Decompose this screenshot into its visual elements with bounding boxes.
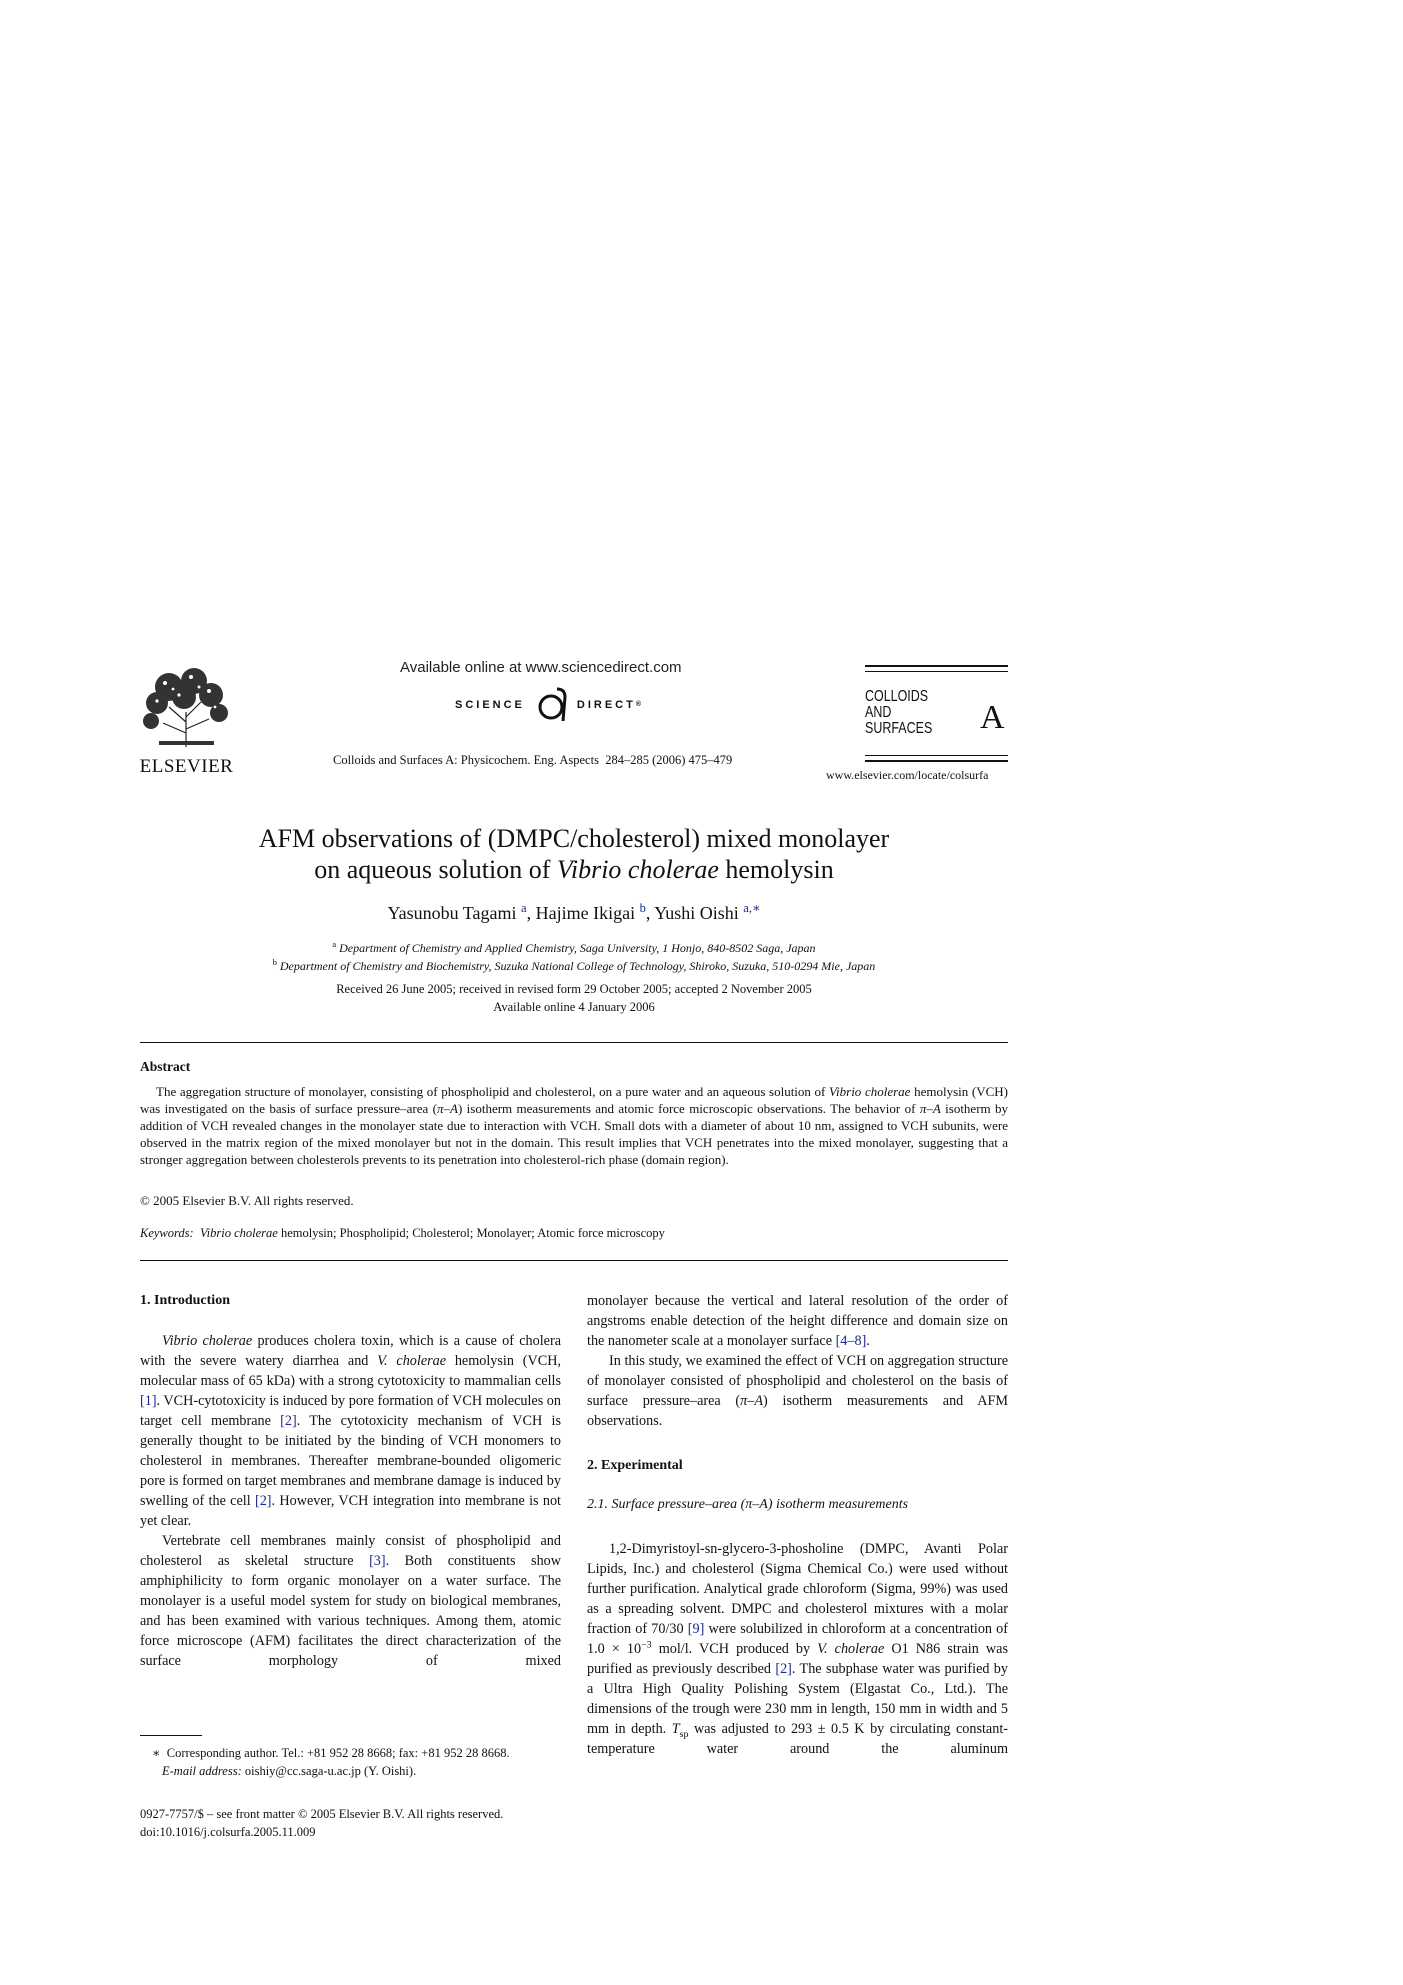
sciencedirect-logo: SCIENCE DIRECT ® [455,687,641,723]
intro-body [140,1331,561,1671]
title-line-1: AFM observations of (DMPC/cholesterol) mixed monolayer [258,824,890,853]
journal-url[interactable] [826,768,989,783]
footnote-rule [140,1735,202,1736]
ref-4-8[interactable]: [4–8] [835,1333,867,1349]
journal-logo-letter: A [980,699,1005,736]
online-date: Available online 4 January 2006 [493,1000,655,1014]
author-tagami: Yasunobu Tagami [387,903,517,923]
footnote-corresponding: ∗ Corresponding author. Tel.: +81 952 28 8668; fax: +81 952 28 8668. [152,1746,510,1760]
experimental-heading: 2. Experimental [587,1458,683,1473]
article-title [140,823,1008,885]
author-tagami-aff[interactable]: a [521,901,527,915]
journal-logo-line-1: COLLOIDS [865,688,929,705]
right-column-top [587,1291,1008,1431]
rule-top [140,1042,1008,1043]
abstract-body: The aggregation structure of monolayer, consisting of phospholipid and cholesterol, on a pure water and an aqueous solution of Vibrio cholerae hemolysin (VCH) was investigated on the basis of surface pressure–area (π–A) isotherm measurements and atomic force microscopic observations. The behavior of π–A isotherm by addition of VCH revealed changes in the monolayer state due to interaction with VCH. Small dots with a diameter of about 10 nm, assigned to VCH subunits, were observed in the matrix region of the mixed monolayer but not in the domain. This result implies that VCH penetrates into the mixed monolayer, suggesting that a stronger aggregation between cholesterols prevents to its penetration into cholesterol-rich phase (domain region). [140,1084,1009,1167]
intro-heading: 1. Introduction [140,1293,230,1308]
doi-line: doi:10.1016/j.colsurfa.2005.11.009 [140,1825,316,1839]
front-matter [140,1805,503,1841]
footnote-email: E-mail address: oishiy@cc.saga-u.ac.jp (Y. Oishi). [162,1764,417,1778]
journal-logo-line-2: AND [865,704,892,721]
keywords-label: Keywords: [140,1226,194,1240]
journal-url-text: www.elsevier.com/locate/colsurfa [826,768,989,782]
author-ikigai: Hajime Ikigai [535,903,636,923]
experimental-body [587,1539,1008,1759]
author-ikigai-aff[interactable]: b [639,901,646,915]
author-oishi: Yushi Oishi [654,903,739,923]
ref-1[interactable]: [1] [140,1393,157,1409]
ref-2b[interactable]: [2] [254,1493,272,1509]
ref-3[interactable]: [3] [369,1553,386,1569]
sciencedirect-d-icon [529,687,573,723]
subsection-heading: 2.1. Surface pressure–area (π–A) isotherm measurements [587,1497,909,1512]
affiliations [140,939,1008,975]
experimental-paragraph-1: 1,2-Dimyristoyl-sn-glycero-3-phosholine (DMPC, Avanti Polar Lipids, Inc.) and cholesterol (Sigma Chemical Co.) were used without further purification. Analytical grade chloroform (Sigma, 99%) was used as a spreading solvent. DMPC and cholesterol mixtures with a molar fraction of 70/30 [9] were solubilized in chloroform at a concentration of $1.0 \times 10^{-3}$ mol/l. VCH produced by V. cholerae O1 N86 strain was purified as previously described [2]. The subphase water was purified by a Ultra High Quality Polishing System (Elgastat Co., Ltd.). The dimensions of the trough were 230 mm in length, 150 mm in width and 5 mm in depth. $T_{sp}$ was adjusted to 293 ± 0.5 K by circulating constant-temperature water around the aluminum [587,1541,1009,1757]
journal-logo-line-3: SURFACES [865,720,933,737]
elsevier-tree-icon [139,667,234,749]
affiliation-b: $^b$ Department of Chemistry and Biochemistry, Suzuka National College of Technology, Shiroko, Suzuka, 510-0294 Mie, Japan [272,958,876,973]
intro-paragraph-3: monolayer because the vertical and lateral resolution of the order of angstroms enable detection of the height difference and domain size on the nanometer scale at a monolayer surface [4–8]. [587,1293,1008,1349]
ref-9[interactable]: [9] [687,1621,705,1637]
sciencedirect-left: SCIENCE [455,699,525,711]
ref-2[interactable]: [2] [280,1413,297,1429]
available-online: Available online at www.sciencedirect.com [400,659,682,676]
sciencedirect-right: DIRECT [576,699,636,711]
keywords: Keywords: Vibrio cholerae hemolysin; Phospholipid; Cholesterol; Monolayer; Atomic force microscopy [140,1226,665,1240]
elsevier-logo [139,667,234,777]
rule-bottom [140,1260,1008,1261]
journal-reference: Colloids and Surfaces A: Physicochem. Eng. Aspects 284–285 (2006) 475–479 [333,753,733,767]
title-line-2: on aqueous solution of Vibrio cholerae hemolysin [314,855,834,884]
elsevier-logo-text: ELSEVIER [139,756,234,777]
article-dates [140,980,1008,1016]
journal-logo [865,665,1008,763]
ref-2c[interactable]: [2] [775,1661,792,1677]
intro-paragraph-1: Vibrio cholerae produces cholera toxin, which is a cause of cholera with the severe watery diarrhea and V. cholerae hemolysin (VCH, molecular mass of 65 kDa) with a strong cytotoxicity to mammalian cells [1]. VCH-cytotoxicity is induced by pore formation of VCH molecules on target cell membrane [2]. The cytotoxicity mechanism of VCH is generally thought to be initiated by the binding of VCH monomers to cholesterol in membranes. Thereafter membrane-bounded oligomeric pore is formed on target membranes and membrane damage is induced by swelling of the cell [2]. However, VCH integration into membrane is not yet clear. [140,1333,561,1529]
received-dates: Received 26 June 2005; received in revised form 29 October 2005; accepted 2 November 2005 [336,982,812,996]
issn-line: 0927-7757/$ – see front matter © 2005 Elsevier B.V. All rights reserved. [140,1807,504,1821]
abstract-copyright: © 2005 Elsevier B.V. All rights reserved. [140,1193,354,1208]
author-list: Yasunobu Tagami $^a$, Hajime Ikigai $^b$, Yushi Oishi $^{a,∗}$ [387,901,761,923]
author-oishi-aff[interactable]: a,∗ [743,901,761,915]
intro-paragraph-4: In this study, we examined the effect of VCH on aggregation structure of monolayer consisted of phospholipid and cholesterol on the basis of surface pressure–area (π–A) isotherm measurements and AFM observations. [587,1353,1008,1429]
abstract-heading: Abstract [140,1059,191,1074]
intro-paragraph-2: Vertebrate cell membranes mainly consist of phospholipid and cholesterol as skeletal structure [3]. Both constituents show amphiphilicity to form organic monolayer on a water surface. The monolayer is a useful model system for study on biological membranes, and has been examined with various techniques. Among them, atomic force microscope (AFM) facilitates the direct characterization of the surface morphology of mixed [140,1533,562,1669]
affiliation-a: $^a$ Department of Chemistry and Applied Chemistry, Saga University, 1 Honjo, 840-8502 Saga, Japan [332,940,816,955]
footnote [140,1744,561,1780]
